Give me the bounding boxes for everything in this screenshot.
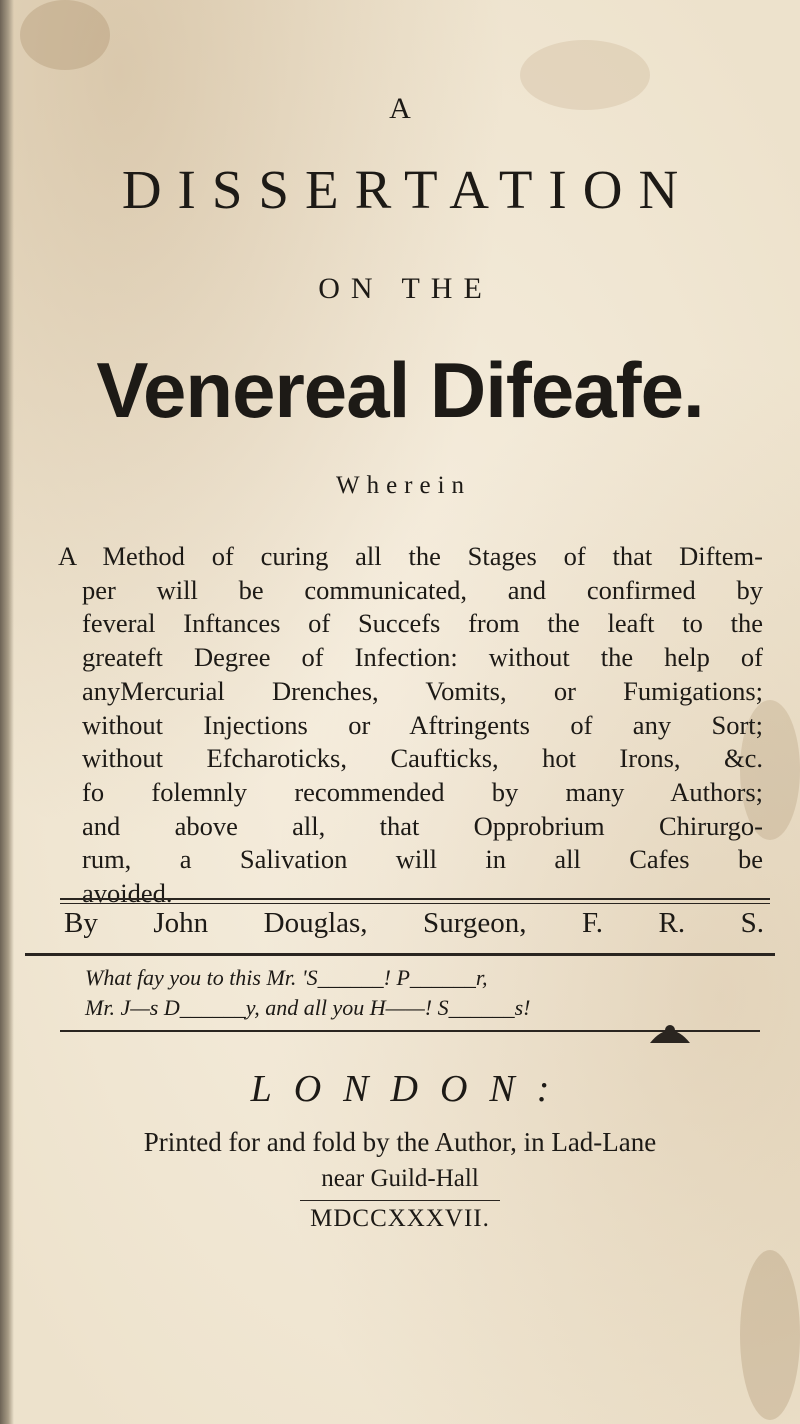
- title-connector: ON THE: [318, 272, 493, 305]
- title-article: A: [389, 92, 411, 125]
- body-line: greateft Degree of Infection: without the help of: [82, 642, 763, 673]
- imprint-place: LONDON:: [250, 1068, 572, 1110]
- author-line: By John Douglas, Surgeon, F. R. S.: [64, 907, 764, 939]
- body-line: avoided.: [82, 878, 173, 909]
- body-line: per will be communicated, and confirmed by: [82, 574, 763, 605]
- epigraph-line: Mr. J—s D______y, and all you H——! S______s!: [85, 995, 531, 1020]
- title-subject: Venereal Difeafe.: [96, 346, 704, 434]
- title-dissertation: DISSERTATION: [121, 159, 695, 220]
- double-rule-top: [60, 898, 770, 900]
- rule-below-author: [25, 953, 775, 956]
- imprint-year: MDCCXXXVII.: [310, 1205, 490, 1232]
- imprint-printed-line: Printed for and fold by the Author, in Lad-Lane: [143, 1127, 657, 1157]
- body-line: without Efcharoticks, Caufticks, hot Irons, &c.: [82, 743, 763, 774]
- imprint-near-line: near Guild-Hall: [321, 1165, 479, 1192]
- foxing-stain: [740, 1250, 800, 1420]
- fleuron-icon: [645, 1018, 695, 1048]
- body-line: anyMercurial Drenches, Vomits, or Fumigations;: [82, 675, 763, 706]
- rule-above-year: [300, 1200, 500, 1201]
- body-line: A Method of curing all the Stages of that Diftem-: [58, 541, 763, 571]
- body-line: and above all, that Opprobrium Chirurgo-: [82, 810, 763, 841]
- body-line: fo folemnly recommended by many Authors;: [82, 776, 763, 807]
- epigraph-line: What fay you to this Mr. 'S______! P______r,: [85, 965, 488, 990]
- double-rule-top: [60, 903, 770, 904]
- body-line: feveral Inftances of Succefs from the leaft to the: [82, 608, 763, 639]
- body-line: rum, a Salivation will in all Cafes be: [82, 844, 763, 875]
- description-paragraph: [58, 540, 763, 911]
- foxing-stain: [20, 0, 110, 70]
- body-line: without Injections or Aftringents of any Sort;: [82, 709, 763, 740]
- wherein-heading: Wherein: [335, 472, 472, 499]
